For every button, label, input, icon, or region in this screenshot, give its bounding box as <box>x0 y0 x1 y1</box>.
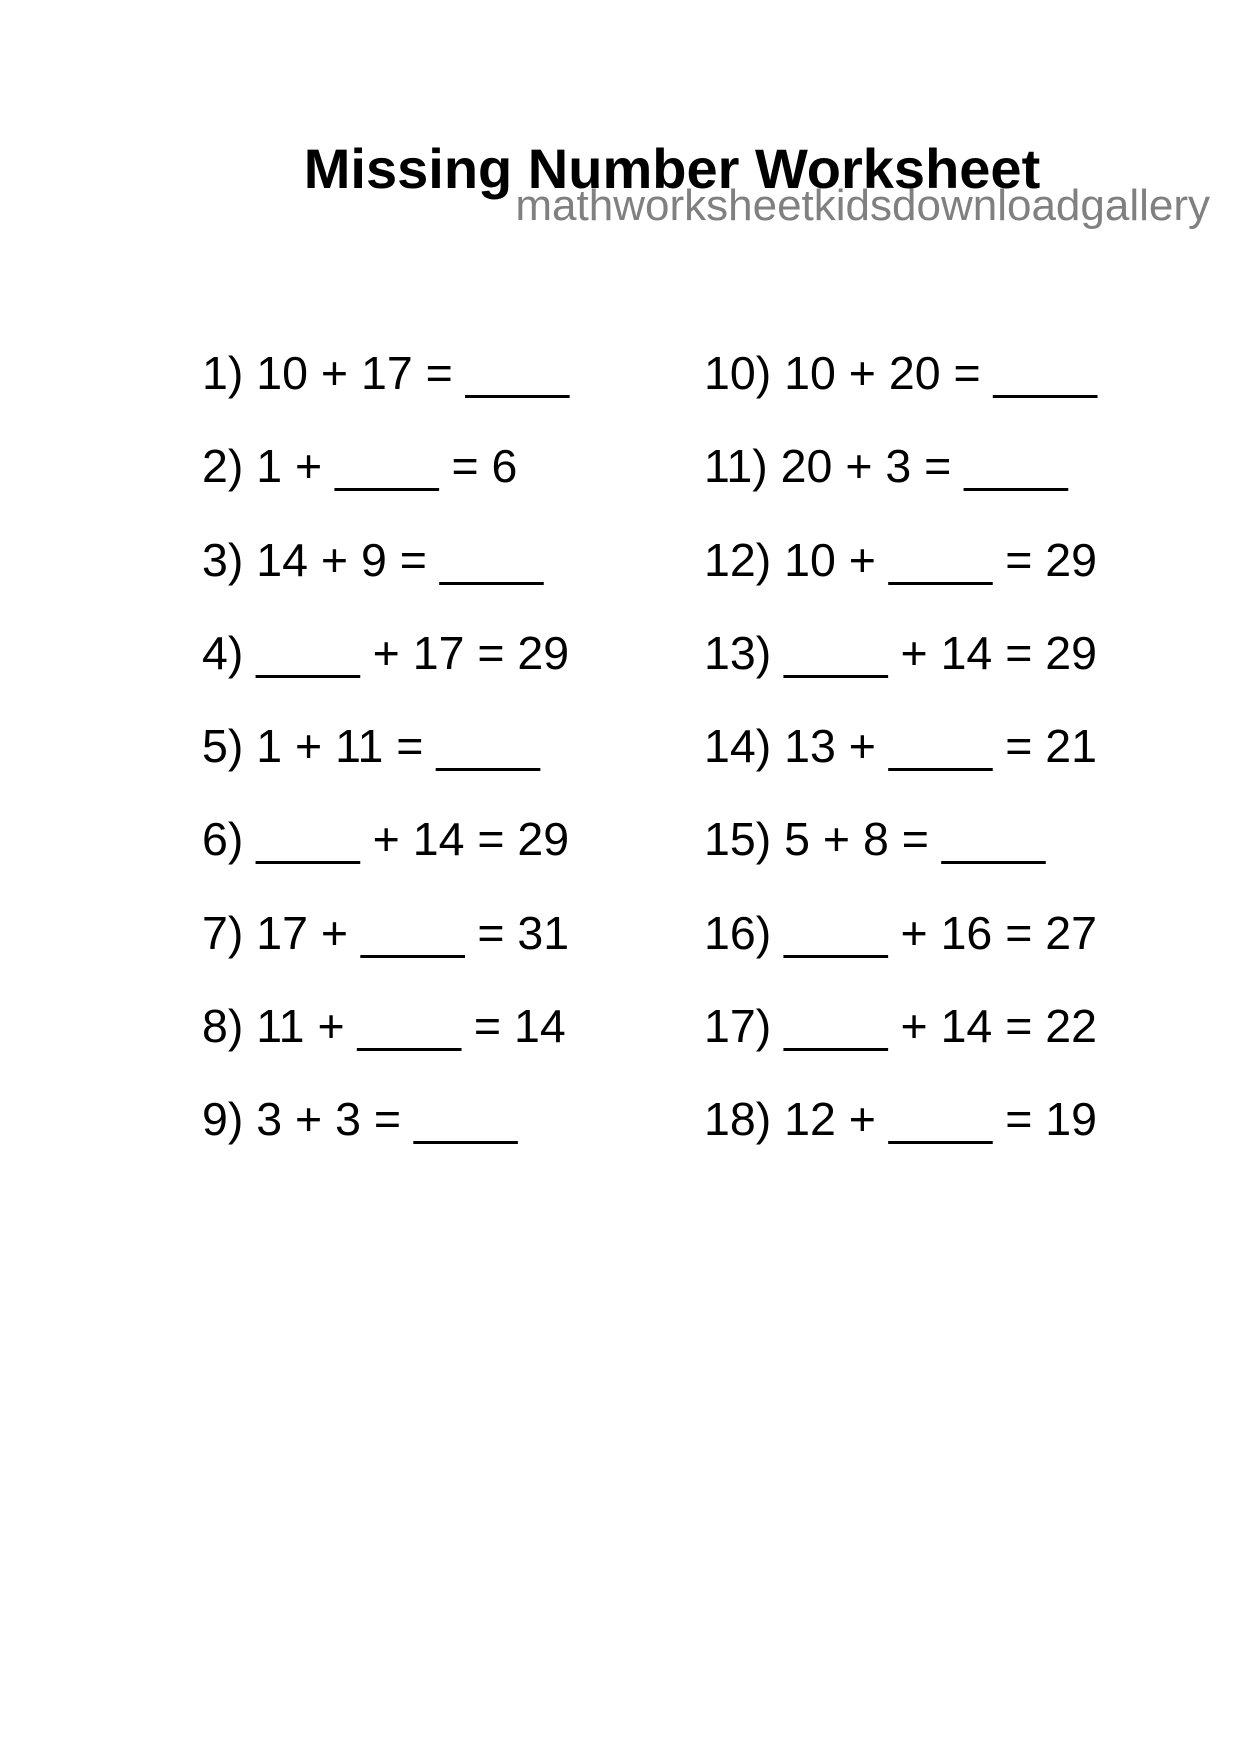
problem-13: 13) ____ + 14 = 29 <box>704 626 1098 679</box>
problem-6: 6) ____ + 14 = 29 <box>202 813 570 866</box>
problem-10: 10) 10 + 20 = ____ <box>704 347 1098 399</box>
problem-9: 9) 3 + 3 = ____ <box>202 1093 518 1146</box>
problem-1: 1) 10 + 17 = ____ <box>202 347 570 399</box>
problem-12: 12) 10 + ____ = 29 <box>704 533 1098 586</box>
site-watermark: mathworksheetkidsdownloadgallery <box>515 181 1210 230</box>
problem-2: 2) 1 + ____ = 6 <box>202 440 518 493</box>
problem-column-right <box>704 346 1097 1186</box>
problem-8: 8) 11 + ____ = 14 <box>202 1000 566 1053</box>
problem-14: 14) 13 + ____ = 21 <box>704 720 1098 773</box>
problem-7: 7) 17 + ____ = 31 <box>202 906 570 959</box>
problem-5: 5) 1 + 11 = ____ <box>202 720 540 773</box>
problem-3: 3) 14 + 9 = ____ <box>202 533 544 586</box>
problem-16: 16) ____ + 16 = 27 <box>704 906 1098 959</box>
problem-4: 4) ____ + 17 = 29 <box>202 626 570 679</box>
problem-15: 15) 5 + 8 = ____ <box>704 813 1046 866</box>
problem-column-left <box>202 346 569 1186</box>
page-title: Missing Number Worksheet <box>303 136 1041 200</box>
problem-11: 11) 20 + 3 = ____ <box>704 440 1068 493</box>
problem-17: 17) ____ + 14 = 22 <box>704 1000 1098 1053</box>
problem-18: 18) 12 + ____ = 19 <box>704 1093 1098 1146</box>
